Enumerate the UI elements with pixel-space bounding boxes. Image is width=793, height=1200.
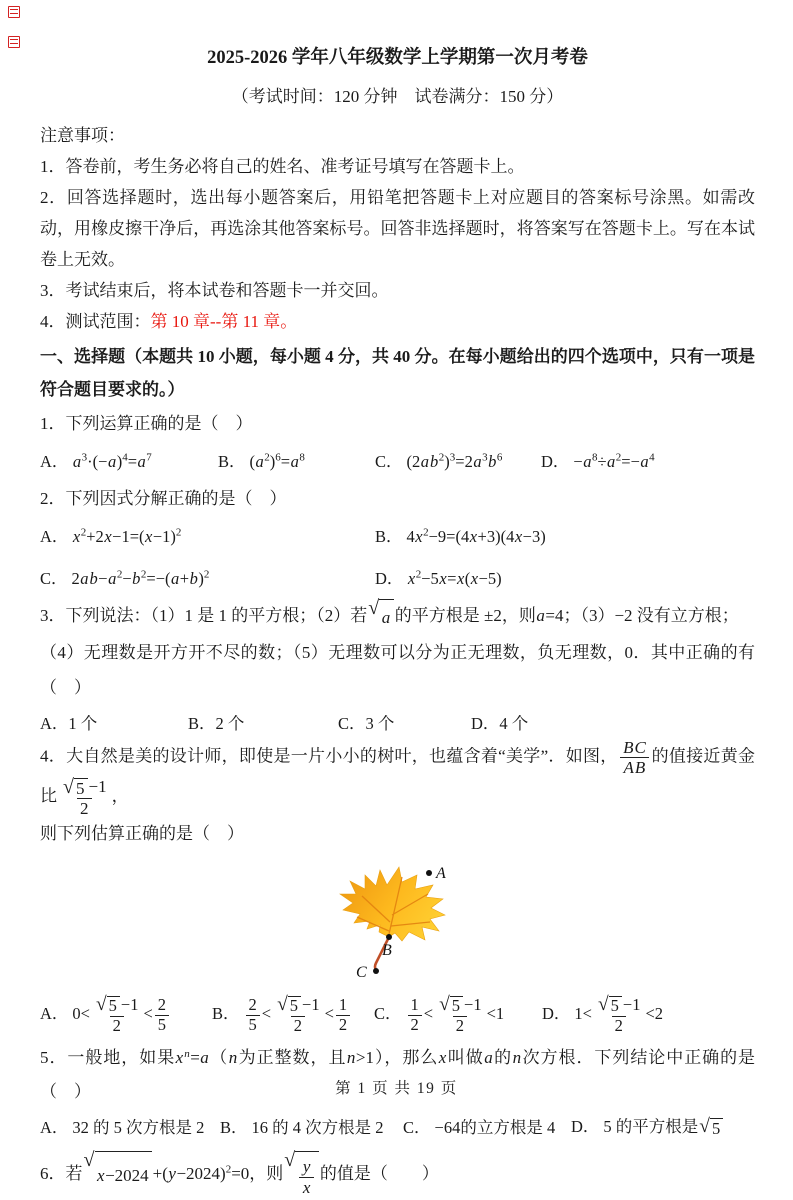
q4-option-c: C． $\frac{1}{2}$ < √ 5 −1 2 <1 <box>374 994 505 1035</box>
q4-stem-line1: 4．大自然是美的设计师，即使是一片小小的树叶，也蕴含着“美学”．如图， $\frac{BC}{AB}$ 的值接近黄金比 √ 5 −1 2 ， <box>40 738 756 819</box>
q4-leaf-figure <box>40 853 755 987</box>
q1-option-b: B． $(a^2)^6=a^8$ <box>218 451 305 471</box>
q3-option-b: B．2 个 <box>188 713 245 733</box>
q6-stem: 6．若 √ x−2024 $+(y-2024)^2=0$，则 √ $\frac{y}{x}$ 的值是（ ） <box>40 1150 755 1200</box>
exam-meta: （考试时间：120 分钟 试卷满分：150 分） <box>231 87 564 106</box>
q3-option-c: C．3 个 <box>338 713 395 733</box>
page-title: 2025-2026 学年八年级数学上学期第一次月考卷 <box>207 48 588 68</box>
point-a-label: A <box>435 865 446 883</box>
q2-options-row2 <box>40 556 755 598</box>
q4-option-a: A． 0< √ 5 −1 2 < $\frac{2}{5}$ <box>40 996 212 1035</box>
red-annotation-marker-icon <box>8 6 20 18</box>
q2-option-b: B． $4x^2-9=(4x+3)(4x-3)$ <box>375 526 546 546</box>
q3-options <box>40 705 755 738</box>
q2-stem: 2．下列因式分解正确的是（ ） <box>40 489 287 508</box>
section-1-heading: 一、选择题（本题共 10 小题，每小题 4 分，共 40 分。在每小题给出的四个选项中，只有一项是符合题目要求的。） <box>40 347 755 399</box>
q2-options-row1 <box>40 514 755 556</box>
notes-heading: 注意事项： <box>40 126 125 145</box>
q4-options <box>40 989 755 1041</box>
note-4-prefix: 4．测试范围： <box>40 312 151 331</box>
q5-option-b: B． 16 的 4 次方根是 2 <box>220 1117 384 1137</box>
q3-option-a: A．1 个 <box>40 713 98 733</box>
q5-option-c: C． −64的立方根是 4 <box>403 1117 556 1137</box>
point-b-dot <box>386 934 392 940</box>
q1-options <box>40 440 755 480</box>
point-c-dot <box>373 968 379 974</box>
q5-option-d: D． 5 的平方根是 √ 5 <box>571 1113 724 1139</box>
q4-option-d: D． 1< √ 5 −1 2 <2 <box>542 994 664 1035</box>
note-item-3: 3．考试结束后，将本试卷和答题卡一并交回。 <box>40 281 389 300</box>
q1-option-d: D． $-a^8\div a^2=-a^4$ <box>541 451 655 471</box>
q3-stem-line1: 3．下列说法：（1）1 是 1 的平方根；（2）若 √ a 的平方根是 ±2，则a=4；（3）−2 没有立方根； <box>40 598 755 635</box>
q2-option-d: D． $x^2-5x=x(x-5)$ <box>375 568 502 588</box>
test-range-highlight: 第 10 章--第 11 章。 <box>150 312 298 331</box>
page-footer: 第 1 页 共 19 页 <box>335 1080 458 1097</box>
q1-option-a: A． $a^3\cdot(-a)^4=a^7$ <box>40 451 152 471</box>
note-item-1: 1．答卷前，考生务必将自己的姓名、准考证号填写在答题卡上。 <box>40 157 525 176</box>
q1-option-c: C． $(2ab^2)^3=2a^3b^6$ <box>375 451 503 471</box>
q5-option-a: A． 32 的 5 次方根是 2 <box>40 1117 205 1137</box>
q2-option-c: C． $2ab-a^2-b^2=-(a+b)^2$ <box>40 568 210 588</box>
q5-stem: 5．一般地，如果$x^n=a(n$为正整数，且n>1），那么x叫做a的n次方根．下列结论中正确的是（ ） <box>40 1047 756 1102</box>
red-annotation-marker-icon <box>8 36 20 48</box>
maple-leaf-shape <box>340 867 445 941</box>
q3-stem-line2: （4）无理数是开方开不尽的数；（5）无理数可以分为正无理数，负无理数，0．其中正确的有（ ） <box>40 643 755 698</box>
q2-option-a: A． $x^2+2x-1=(x-1)^2$ <box>40 526 182 546</box>
q4-option-b: B． $\frac{2}{5}$ < √ 5 −1 2 < $\frac{1}{2}$ <box>212 996 374 1035</box>
q4-stem-line2: 则下列估算正确的是（ ） <box>40 824 244 844</box>
note-item-2: 2．回答选择题时，选出每小题答案后，用铅笔把答题卡上对应题目的答案标号涂黑。如需改动，用橡皮擦干净后，再选涂其他答案标号。回答非选择题时，将答案写在答题卡上。写在本试卷上无效。 <box>40 188 755 269</box>
q5-options <box>40 1109 755 1142</box>
q3-option-d: D．4 个 <box>471 713 529 733</box>
q1-stem: 1．下列运算正确的是（ ） <box>40 414 253 433</box>
note-item-4 <box>40 306 755 337</box>
leaf-figure-svg <box>283 853 513 985</box>
point-c-label: C <box>355 964 367 982</box>
point-a-dot <box>426 870 432 876</box>
point-b-label: B <box>381 942 392 960</box>
